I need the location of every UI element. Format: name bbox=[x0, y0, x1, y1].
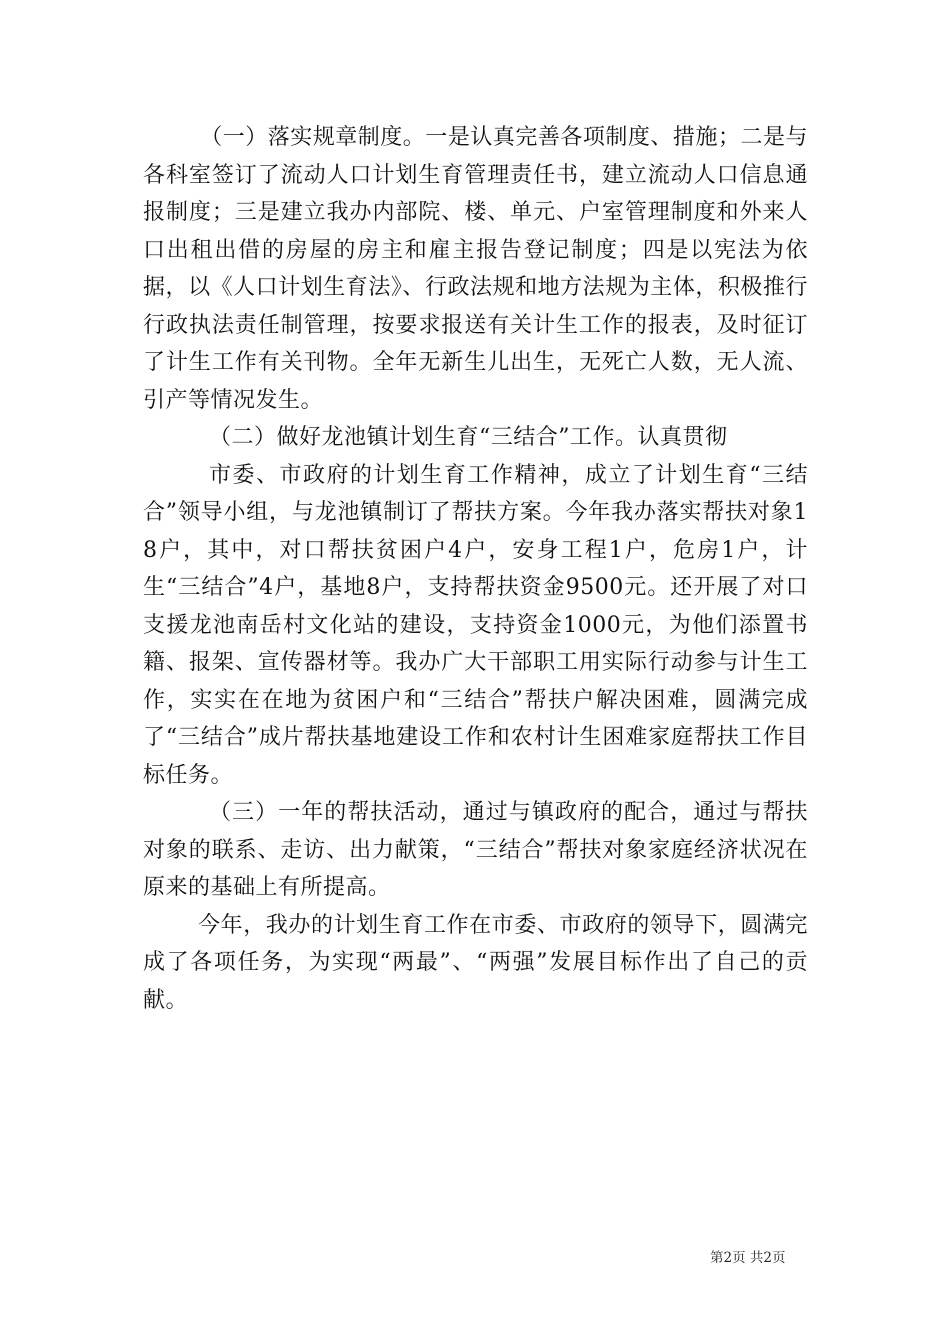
paragraph-4: （三）一年的帮扶活动，通过与镇政府的配合，通过与帮扶对象的联系、走访、出力献策，“三结合”帮扶对象家庭经济状况在原来的基础上有所提高。 bbox=[143, 800, 808, 900]
page-number: 第2页 共2页 bbox=[710, 1250, 786, 1266]
paragraph-2: （二）做好龙池镇计划生育“三结合”工作。认真贯彻 bbox=[209, 425, 728, 450]
document-body bbox=[143, 119, 808, 1019]
paragraph-1: （一）落实规章制度。一是认真完善各项制度、措施；二是与各科室签订了流动人口计划生育管理责任书，建立流动人口信息通报制度；三是建立我办内部院、楼、单元、户室管理制度和外来人口出租出借的房屋的房主和雇主报告登记制度；四是以宪法为依据，以《人口计划生育法》、行政法规和地方法规为主体，积极推行行政执法责任制管理，按要求报送有关计生工作的报表，及时征订了计生工作有关刊物。全年无新生儿出生，无死亡人数，无人流、引产等情况发生。 bbox=[143, 125, 808, 413]
paragraph-5: 今年，我办的计划生育工作在市委、市政府的领导下，圆满完成了各项任务，为实现“两最”、“两强”发展目标作出了自己的贡献。 bbox=[143, 912, 808, 1013]
paragraph-3: 市委、市政府的计划生育工作精神，成立了计划生育“三结合”领导小组，与龙池镇制订了帮扶方案。今年我办落实帮扶对象18户，其中，对口帮扶贫困户4户，安身工程1户，危房1户，计生“三结合”4户，基地8户，支持帮扶资金9500元。还开展了对口支援龙池南岳村文化站的建设，支持资金1000元，为他们添置书籍、报架、宣传器材等。我办广大干部职工用实际行动参与计生工作，实实在在地为贫困户和“三结合”帮扶户解决困难，圆满完成了“三结合”成片帮扶基地建设工作和农村计生困难家庭帮扶工作目标任务。 bbox=[143, 462, 808, 788]
